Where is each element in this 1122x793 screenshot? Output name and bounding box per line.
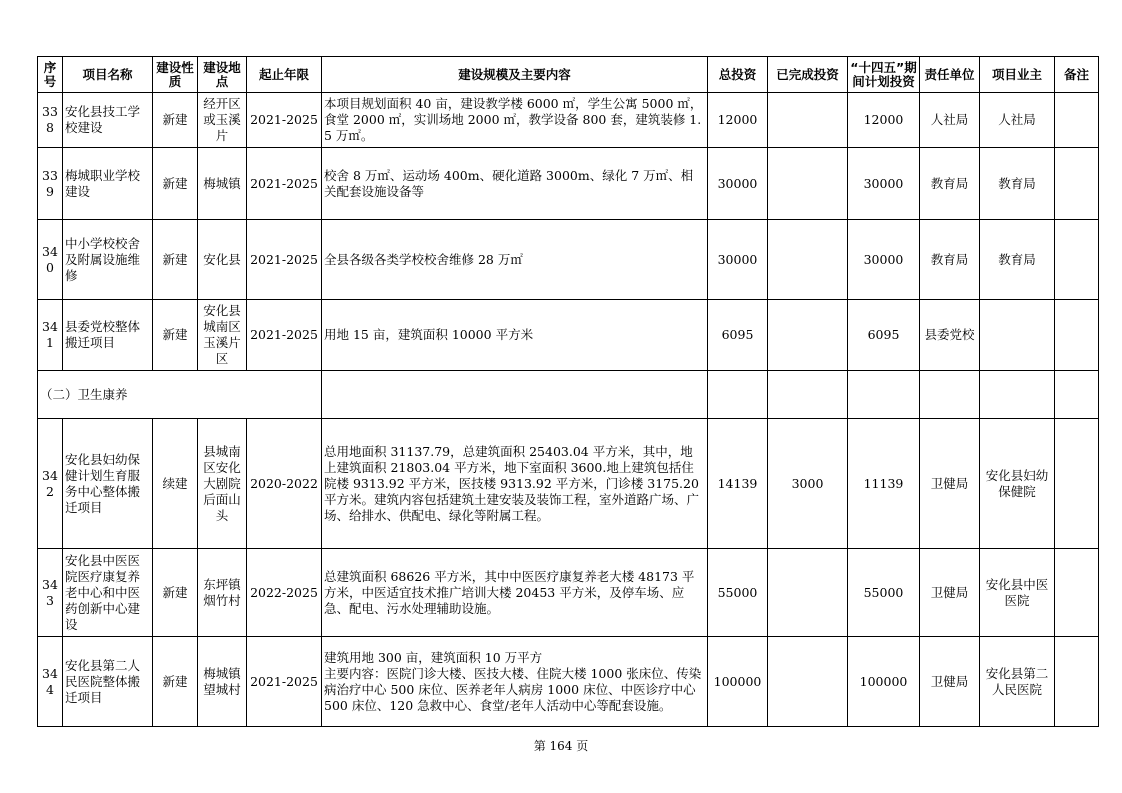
cell-plan: 12000 xyxy=(848,93,920,148)
cell-site: 东坪镇烟竹村 xyxy=(198,549,247,637)
cell-seq: 342 xyxy=(38,419,63,549)
header-seq: 序号 xyxy=(38,57,63,93)
table-row xyxy=(38,300,1099,371)
cell-nature: 新建 xyxy=(153,300,198,371)
cell-owner: 安化县妇幼保健院 xyxy=(980,419,1055,549)
cell-completed: 3000 xyxy=(768,419,848,549)
cell-plan: 6095 xyxy=(848,300,920,371)
header-content: 建设规模及主要内容 xyxy=(322,57,708,93)
cell-period: 2020-2022 xyxy=(247,419,322,549)
cell-period: 2021-2025 xyxy=(247,637,322,727)
cell-total: 30000 xyxy=(708,220,768,300)
table-row xyxy=(38,148,1099,220)
cell-content: 总用地面积 31137.79，总建筑面积 25403.04 平方米，其中，地上建筑面积 21803.04 平方米，地下室面积 3600.地上建筑包括住院楼 9313.92 平方米，医技楼 9313.92 平方米，门诊楼 3175.20 平方米。建筑内容包括建筑土建安装及装饰工程，室外道路广场、广场、给排水、供配电、绿化等附属工程。 xyxy=(322,419,708,549)
cell-nature: 新建 xyxy=(153,220,198,300)
cell-note xyxy=(1055,549,1099,637)
cell-unit: 教育局 xyxy=(920,148,980,220)
cell-total: 6095 xyxy=(708,300,768,371)
cell-name: 安化县技工学校建设 xyxy=(63,93,153,148)
cell-completed xyxy=(768,549,848,637)
cell-nature: 新建 xyxy=(153,549,198,637)
cell-content: 总建筑面积 68626 平方米，其中中医医疗康复养老大楼 48173 平方米，中医适宜技术推广培训大楼 20453 平方米，及停车场、应急、配电、污水处理辅助设施。 xyxy=(322,549,708,637)
cell-name: 安化县第二人民医院整体搬迁项目 xyxy=(63,637,153,727)
cell-total: 55000 xyxy=(708,549,768,637)
table-row xyxy=(38,549,1099,637)
table-row xyxy=(38,637,1099,727)
cell-note xyxy=(1055,93,1099,148)
cell-unit: 卫健局 xyxy=(920,419,980,549)
cell-unit: 县委党校 xyxy=(920,300,980,371)
cell-period: 2021-2025 xyxy=(247,93,322,148)
cell-content: 建筑用地 300 亩，建筑面积 10 万平方 主要内容：医院门诊大楼、医技大楼、住院大楼 1000 张床位、传染病治疗中心 500 床位、医养老年人病房 1000 床位、中医诊疗中心 500 床位、120 急救中心、食堂/老年人活动中心等配套设施。 xyxy=(322,637,708,727)
cell-nature: 新建 xyxy=(153,93,198,148)
cell-site: 梅城镇 xyxy=(198,148,247,220)
cell-site: 县城南区安化大剧院后面山头 xyxy=(198,419,247,549)
cell-owner: 安化县第二人民医院 xyxy=(980,637,1055,727)
cell-seq: 341 xyxy=(38,300,63,371)
header-completed: 已完成投资 xyxy=(768,57,848,93)
cell-completed xyxy=(768,148,848,220)
cell-unit: 教育局 xyxy=(920,220,980,300)
cell-owner xyxy=(980,300,1055,371)
cell-nature: 续建 xyxy=(153,419,198,549)
cell-plan: 100000 xyxy=(848,637,920,727)
cell-note xyxy=(1055,419,1099,549)
cell-content: 校舍 8 万㎡、运动场 400m、硬化道路 3000m、绿化 7 万㎡、相关配套设施设备等 xyxy=(322,148,708,220)
cell-site: 安化县城南区玉溪片区 xyxy=(198,300,247,371)
cell-note xyxy=(1055,148,1099,220)
table-row xyxy=(38,220,1099,300)
cell-completed xyxy=(768,220,848,300)
cell-plan: 30000 xyxy=(848,220,920,300)
header-nature: 建设性质 xyxy=(153,57,198,93)
cell-owner: 教育局 xyxy=(980,148,1055,220)
header-unit: 责任单位 xyxy=(920,57,980,93)
cell-total: 30000 xyxy=(708,148,768,220)
cell-seq: 344 xyxy=(38,637,63,727)
cell-total: 12000 xyxy=(708,93,768,148)
cell-name: 梅城职业学校建设 xyxy=(63,148,153,220)
cell-plan: 30000 xyxy=(848,148,920,220)
header-owner: 项目业主 xyxy=(980,57,1055,93)
header-period: 起止年限 xyxy=(247,57,322,93)
project-table xyxy=(37,56,1099,727)
cell-content: 本项目规划面积 40 亩，建设教学楼 6000 ㎡，学生公寓 5000 ㎡，食堂 2000 ㎡，实训场地 2000 ㎡，教学设备 800 套，建筑装修 1.5 万㎡。 xyxy=(322,93,708,148)
header-site: 建设地点 xyxy=(198,57,247,93)
cell-unit: 卫健局 xyxy=(920,549,980,637)
cell-seq: 339 xyxy=(38,148,63,220)
category-row xyxy=(38,371,1099,419)
cell-name: 安化县妇幼保健计划生育服务中心整体搬迁项目 xyxy=(63,419,153,549)
cell-completed xyxy=(768,637,848,727)
header-plan: “十四五”期间计划投资 xyxy=(848,57,920,93)
header-note: 备注 xyxy=(1055,57,1099,93)
cell-seq: 338 xyxy=(38,93,63,148)
cell-seq: 343 xyxy=(38,549,63,637)
table-row xyxy=(38,419,1099,549)
cell-site: 梅城镇望城村 xyxy=(198,637,247,727)
cell-name: 中小学校校舍及附属设施维修 xyxy=(63,220,153,300)
cell-unit: 卫健局 xyxy=(920,637,980,727)
cell-unit: 人社局 xyxy=(920,93,980,148)
cell-site: 经开区或玉溪片 xyxy=(198,93,247,148)
cell-total: 14139 xyxy=(708,419,768,549)
cell-plan: 11139 xyxy=(848,419,920,549)
cell-total: 100000 xyxy=(708,637,768,727)
cell-content: 全县各级各类学校校舍维修 28 万㎡ xyxy=(322,220,708,300)
cell-nature: 新建 xyxy=(153,148,198,220)
cell-note xyxy=(1055,220,1099,300)
cell-period: 2021-2025 xyxy=(247,300,322,371)
header-total: 总投资 xyxy=(708,57,768,93)
page-number: 第 164 页 xyxy=(533,739,589,753)
cell-name: 县委党校整体搬迁项目 xyxy=(63,300,153,371)
cell-completed xyxy=(768,93,848,148)
cell-owner: 安化县中医医院 xyxy=(980,549,1055,637)
cell-period: 2021-2025 xyxy=(247,148,322,220)
cell-nature: 新建 xyxy=(153,637,198,727)
cell-note xyxy=(1055,637,1099,727)
category-label: （二）卫生康养 xyxy=(38,371,322,419)
cell-name: 安化县中医医院医疗康复养老中心和中医药创新中心建设 xyxy=(63,549,153,637)
cell-seq: 340 xyxy=(38,220,63,300)
cell-site: 安化县 xyxy=(198,220,247,300)
cell-content: 用地 15 亩，建筑面积 10000 平方米 xyxy=(322,300,708,371)
cell-period: 2021-2025 xyxy=(247,220,322,300)
cell-period: 2022-2025 xyxy=(247,549,322,637)
cell-note xyxy=(1055,300,1099,371)
table-row xyxy=(38,93,1099,148)
header-name: 项目名称 xyxy=(63,57,153,93)
cell-owner: 教育局 xyxy=(980,220,1055,300)
cell-plan: 55000 xyxy=(848,549,920,637)
header-row xyxy=(38,57,1099,93)
cell-completed xyxy=(768,300,848,371)
cell-owner: 人社局 xyxy=(980,93,1055,148)
